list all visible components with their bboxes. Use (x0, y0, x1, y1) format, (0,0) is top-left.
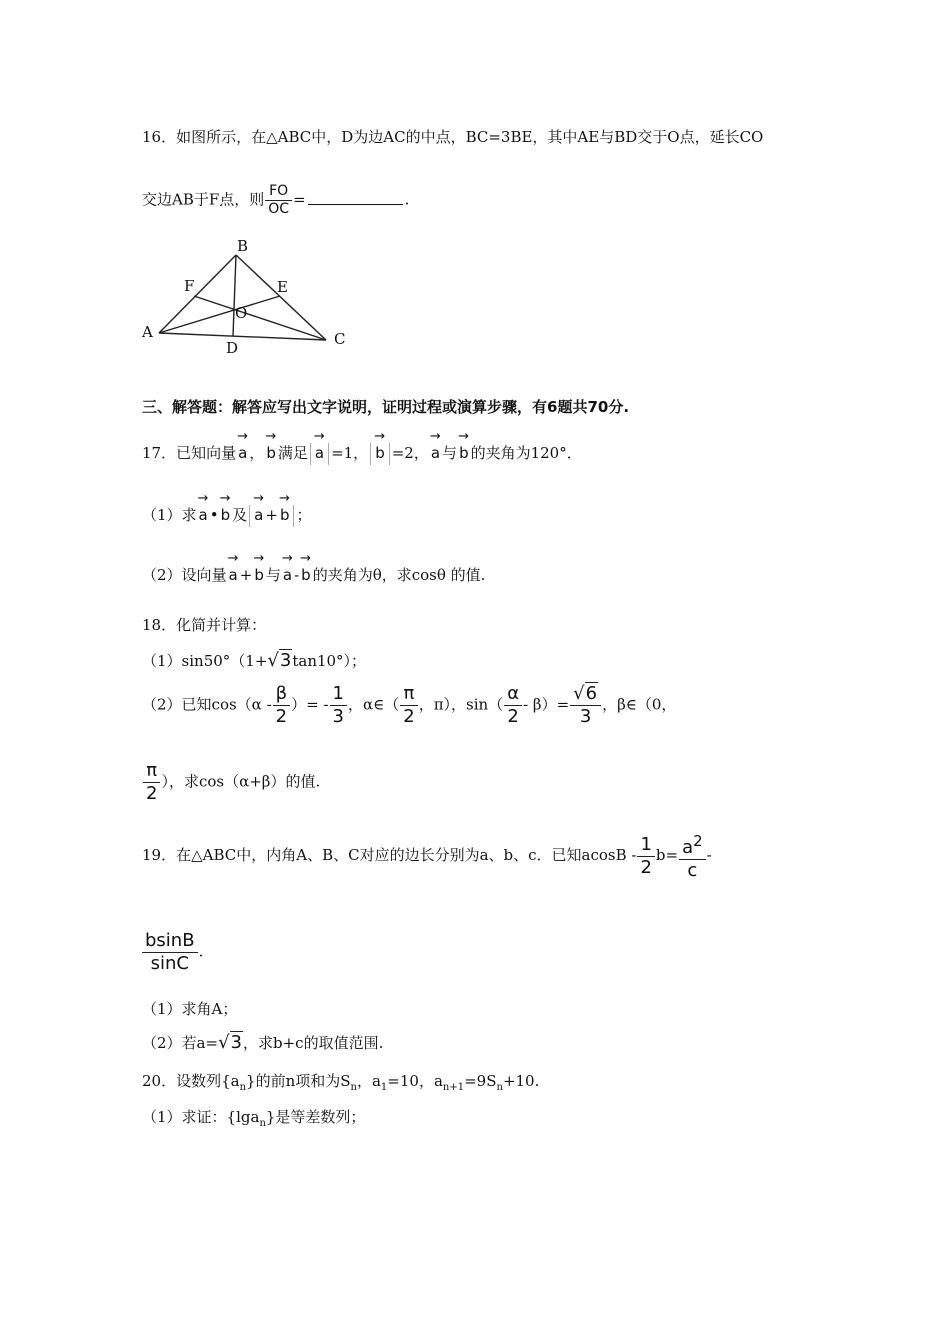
eq-1: =1， (331, 444, 369, 462)
pi-over-2 (143, 760, 160, 805)
q16-line1: 16．如图所示，在△ABC中，D为边AC的中点，BC=3BE，其中AE与BD交于O点，延长CO (142, 128, 764, 146)
denominator: 2 (403, 706, 415, 727)
label-c: C (334, 330, 346, 348)
abs-bar (370, 443, 371, 465)
sqrt-3: √3 (218, 1032, 242, 1053)
vector-a: → a (227, 566, 240, 584)
q18-p2-d: ，π），sin（ (418, 695, 504, 714)
numerator: bsinB (142, 930, 198, 953)
q17-stem (142, 442, 582, 465)
q19-p2-pre: （2）若a= (142, 1034, 219, 1052)
q16-line2-pre: 交边AB于F点，则 (142, 190, 265, 209)
q20-c: ，a (356, 1072, 381, 1090)
q17-p1-pre: （1）求 (142, 506, 197, 524)
abs-bar (293, 505, 294, 527)
denominator: sinC (150, 953, 189, 974)
label-a: A (142, 323, 153, 341)
abs-bar (249, 505, 250, 527)
vector-b: → b (373, 444, 387, 462)
dot-operator: • (209, 506, 219, 524)
one-third (330, 683, 347, 728)
section-3-heading: 三、解答题：解答应写出文字说明，证明过程或演算步骤，有6题共70分. (142, 398, 630, 416)
and-word: 与 (442, 444, 458, 462)
q18-p2-f: ，β∈（0， (602, 695, 677, 714)
radicand: 6 (585, 683, 598, 704)
label-o: O (235, 304, 248, 322)
q20-p1-a: （1）求证：{lga (142, 1108, 260, 1126)
answer-blank[interactable] (308, 204, 403, 205)
minus-operator: - (706, 846, 712, 864)
q17-p2-pre: （2）设向量 (142, 566, 227, 584)
plus-operator: + (239, 566, 253, 584)
vector-b: → b (457, 444, 471, 462)
q19-stem (142, 830, 712, 882)
q17-satisfy: 满足 (277, 444, 308, 462)
sub-n: n (239, 1082, 247, 1093)
vector-a: → a (281, 566, 294, 584)
q17-part2 (142, 564, 485, 585)
fraction-numerator: FO (265, 183, 292, 201)
q20-b: }的前n项和为S (246, 1072, 351, 1090)
edge-ac (159, 333, 326, 340)
q20-e: =9S (464, 1072, 497, 1090)
q18-p2-b: ）= - (291, 695, 329, 714)
numerator: π (143, 760, 160, 783)
label-d: D (226, 339, 239, 357)
q17-stem-pre: 17．已知向量 (142, 444, 237, 462)
q18-p2-e: - β）= (523, 695, 570, 714)
numerator (679, 830, 706, 860)
fraction-denominator: OC (268, 201, 290, 217)
q19-stem-cont (142, 930, 203, 975)
q17-p2-end: 的夹角为θ，求cosθ 的值. (312, 566, 486, 584)
label-e: E (277, 278, 288, 296)
abs-bar (310, 443, 311, 465)
semicolon: ； (296, 506, 312, 524)
q18-p2-c: ，α∈（ (348, 695, 400, 714)
vector-a: → a (197, 506, 210, 524)
abs-bar (389, 443, 390, 465)
q18-p2-a: （2）已知cos（α - (142, 695, 272, 714)
q18-p1-pre: （1）sin50°（1+ (142, 652, 268, 670)
q19-stem-text: 19．在△ABC中，内角A、B、C对应的边长分别为a、b、c．已知acosB - (142, 846, 637, 864)
vector-b: → b (264, 444, 278, 462)
vector-a: → a (313, 444, 326, 462)
q18-part2 (142, 683, 676, 728)
angle-text: 的夹角为120°． (470, 444, 582, 462)
numerator: β (273, 683, 291, 706)
abs-bar (328, 443, 329, 465)
q18-p1-end: tan10°）； (292, 652, 367, 670)
fo-oc-fraction (265, 183, 292, 218)
q20-d: =10，a (387, 1072, 443, 1090)
radicand: 3 (230, 1032, 242, 1053)
q17-part1 (142, 504, 311, 527)
numerator: α (504, 683, 522, 706)
denominator: c (687, 860, 698, 881)
vector-a: → a (252, 506, 265, 524)
q18-part1 (142, 650, 366, 671)
numerator: π (400, 683, 417, 706)
q19-part1: （1）求角A； (142, 1000, 238, 1018)
numerator: √6 (570, 683, 601, 706)
sub-n-plus-1: n+1 (442, 1082, 465, 1093)
edge-bc (236, 255, 326, 340)
alpha-over-2 (504, 683, 522, 728)
label-f: F (184, 277, 195, 295)
comma: ， (249, 444, 265, 462)
sub-n: n (496, 1082, 503, 1093)
plus-operator: + (265, 506, 278, 524)
vector-a: → a (429, 444, 442, 462)
q16-line2 (142, 183, 409, 218)
a-var: a (682, 837, 694, 858)
sub-1: 1 (380, 1082, 388, 1093)
beta-over-2 (273, 683, 291, 728)
denominator: 2 (640, 856, 652, 878)
sqrt6-over-3 (570, 683, 601, 728)
pi-over-2 (400, 683, 417, 728)
q20-f: +10. (502, 1072, 540, 1090)
numerator: 1 (330, 683, 347, 706)
triangle-figure (138, 236, 358, 360)
sqrt-3: √3 (267, 650, 292, 671)
numerator: 1 (637, 834, 654, 857)
q18-p2-g: ），求cos（α+β）的值. (161, 772, 321, 791)
q19-part2 (142, 1032, 383, 1053)
denominator: 3 (579, 706, 592, 727)
q20-stem (142, 1070, 539, 1093)
q20-part1 (142, 1106, 365, 1129)
minus-operator: - (294, 566, 300, 584)
a2-over-c (679, 830, 706, 882)
label-b: B (237, 237, 249, 255)
q18-stem: 18．化简并计算： (142, 616, 267, 634)
q18-part2-cont (142, 760, 320, 805)
vector-b: → b (252, 566, 266, 584)
and-word: 与 (265, 566, 281, 584)
median-bd (233, 255, 236, 336)
sub-n: n (259, 1118, 266, 1129)
eq-2: =2， (391, 444, 429, 462)
ji-word: 及 (232, 506, 248, 524)
equals-sign: = (293, 190, 306, 209)
q20-a: 20．设数列{a (142, 1072, 240, 1090)
period: . (404, 190, 410, 209)
radicand: 3 (279, 650, 292, 671)
denominator: 3 (332, 706, 344, 727)
bsinb-over-sinc (142, 930, 198, 975)
period: . (198, 942, 204, 961)
q19-p2-end: ，求b+c的取值范围. (243, 1034, 384, 1052)
one-half (637, 834, 654, 879)
q20-p1-b: }是等差数列； (265, 1108, 366, 1126)
vector-b: → b (278, 506, 292, 524)
vector-b: → b (219, 506, 233, 524)
vector-b: → b (299, 566, 313, 584)
denominator: 2 (275, 706, 288, 727)
denominator: 2 (507, 706, 519, 727)
vector-a: → a (236, 444, 249, 462)
sub-n: n (350, 1082, 357, 1093)
denominator: 2 (146, 783, 158, 804)
b-equals: b= (655, 846, 679, 864)
exponent: 2 (693, 832, 703, 850)
